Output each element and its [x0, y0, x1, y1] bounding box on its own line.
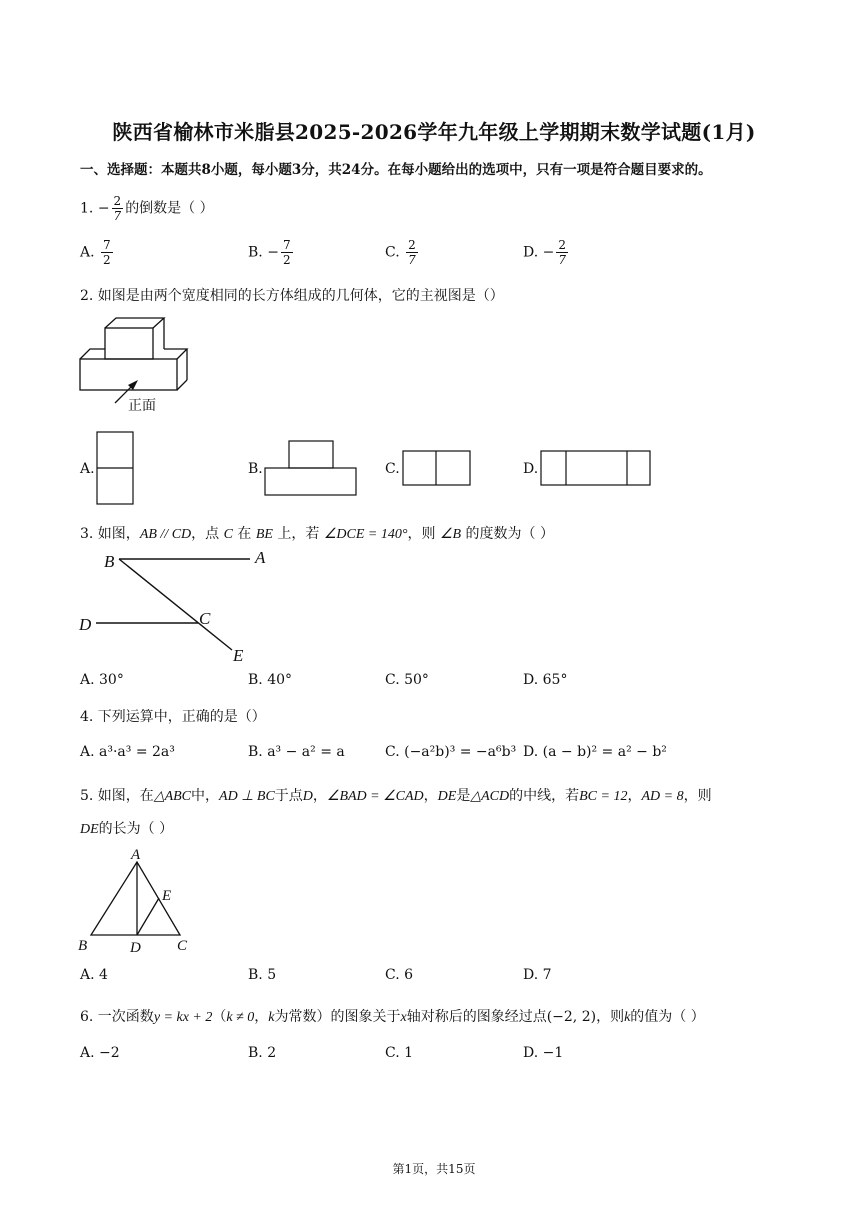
point-c-label: C	[199, 609, 211, 628]
point-d-label: D	[79, 615, 92, 634]
option-sign: −	[267, 244, 279, 261]
q5-math: DE	[80, 822, 99, 837]
q5-option-b[interactable]: B. 5	[248, 967, 277, 983]
q6-option-d[interactable]: D. −1	[523, 1045, 564, 1061]
segment-de	[137, 898, 159, 935]
question-6	[80, 1006, 705, 1026]
q4-option-d[interactable]: D. (a − b)² = a² − b²	[523, 744, 667, 760]
q1-neg-sign: −	[97, 200, 110, 217]
q5-math: BC = 12	[579, 789, 628, 804]
fraction-num: 7	[103, 238, 111, 252]
fraction-num: 7	[282, 238, 291, 252]
q5-option-a[interactable]: A. 4	[80, 967, 108, 983]
option-label: C.	[385, 244, 400, 261]
q5-text: 是	[456, 788, 471, 804]
q4-option-c[interactable]: C. (−a²b)³ = −a⁶b³	[385, 744, 517, 760]
q2-option-b[interactable]: B.	[248, 461, 263, 477]
q6-math: k	[624, 1010, 631, 1025]
point-d-label: D	[130, 940, 141, 956]
q3-text: 3. 如图，	[80, 526, 140, 542]
q5-option-d[interactable]: D. 7	[523, 967, 552, 983]
point-e-label: E	[162, 888, 172, 904]
q3-text: ，点	[191, 526, 224, 542]
q6-math: k	[268, 1010, 275, 1025]
q1-fraction-num: 2	[113, 194, 122, 208]
q5-text: ，	[312, 788, 327, 804]
q1-number: 1.	[80, 200, 94, 217]
q6-math: k ≠ 0	[226, 1010, 255, 1025]
q5-text: ，则	[683, 788, 712, 804]
q1-stem: 的倒数是（ ）	[125, 200, 214, 217]
fraction-num: 2	[558, 238, 567, 252]
q3-text: 在	[232, 526, 256, 542]
q3-option-a[interactable]: A. 30°	[80, 672, 124, 688]
q6-text: 的值为（ ）	[630, 1009, 705, 1025]
q3-text: 上，若	[272, 526, 324, 542]
q5-math: AD ⊥ BC	[219, 789, 275, 804]
option-label: D.	[523, 244, 539, 261]
q5-text: 于点	[274, 788, 303, 804]
q6-option-c[interactable]: C. 1	[385, 1045, 414, 1061]
q3-math: C	[223, 527, 233, 542]
q3-math: BE	[255, 527, 273, 542]
fraction-den: 2	[103, 253, 111, 267]
q5-text: 5. 如图，在	[80, 788, 154, 804]
q3-math: ∠B	[439, 527, 462, 542]
fraction-den: 2	[282, 253, 291, 267]
page-footer: 第1页，共15页	[392, 1162, 476, 1176]
q3-math: ∠DCE = 140°	[323, 527, 408, 542]
q5-math: AD = 8	[641, 789, 684, 804]
q5-math: △ABC	[153, 789, 192, 804]
q5-text: ，	[423, 788, 438, 804]
point-c-label: C	[177, 938, 188, 954]
q5-math: △ACD	[470, 789, 510, 804]
q3-text: 的度数为（ ）	[461, 526, 554, 542]
q2-option-c[interactable]: C.	[385, 461, 400, 477]
q2-option-a[interactable]: A.	[80, 461, 95, 477]
point-a-label: A	[131, 847, 141, 863]
point-a-label: A	[255, 548, 266, 567]
point-b-label: B	[78, 938, 88, 954]
q6-math: y = kx + 2	[153, 1010, 213, 1025]
question-2: 2. 如图是由两个宽度相同的长方体组成的几何体，它的主视图是（）	[80, 288, 504, 304]
option-label: B.	[248, 244, 263, 261]
q6-math: x	[400, 1010, 407, 1025]
q5-option-c[interactable]: C. 6	[385, 967, 414, 983]
point-e-label: E	[233, 646, 244, 665]
question-4: 4. 下列运算中，正确的是（）	[80, 709, 266, 725]
q5-text: 的中线，若	[509, 788, 580, 804]
q6-option-a[interactable]: A. −2	[80, 1045, 120, 1061]
q6-text: 为常数）的图象关于	[274, 1009, 401, 1025]
page-title: 陕西省榆林市米脂县2025-2026学年九年级上学期期末数学试题(1月)	[112, 120, 756, 144]
section-heading: 一、选择题：本题共8小题，每小题3分，共24分。在每小题给出的选项中，只有一项是符合题目要求的。	[80, 162, 712, 178]
q3-option-d[interactable]: D. 65°	[523, 672, 568, 688]
fraction-den: 7	[558, 253, 567, 267]
q5-text: 的长为（ ）	[98, 821, 174, 837]
q5-math: DE	[437, 789, 457, 804]
fraction-den: 7	[408, 253, 416, 267]
q6-text: ，则	[596, 1009, 625, 1025]
q3-text: ，则	[407, 526, 440, 542]
q3-option-c[interactable]: C. 50°	[385, 672, 429, 688]
q5-math: ∠BAD = ∠CAD	[326, 789, 424, 804]
q6-text: 轴对称后的图象经过点	[406, 1009, 547, 1025]
q6-text: 6. 一次函数	[80, 1009, 154, 1025]
q2-front-label: 正面	[128, 398, 156, 414]
q4-option-a[interactable]: A. a³·a³ = 2a³	[80, 744, 175, 760]
q3-math: AB // CD	[139, 527, 192, 542]
q6-text: ，	[254, 1009, 269, 1025]
q5-math: D	[302, 789, 313, 804]
q5-text: 中，	[191, 788, 220, 804]
option-sign: −	[542, 244, 555, 261]
q1-fraction-den: 7	[113, 209, 122, 223]
q6-text: （	[212, 1009, 227, 1025]
option-label: A.	[80, 244, 95, 261]
point-b-label: B	[104, 552, 115, 571]
q4-option-b[interactable]: B. a³ − a² = a	[248, 744, 345, 760]
q6-option-b[interactable]: B. 2	[248, 1045, 277, 1061]
q5-text: ，	[627, 788, 642, 804]
q2-option-d[interactable]: D.	[523, 461, 539, 477]
fraction-num: 2	[408, 238, 416, 252]
q3-option-b[interactable]: B. 40°	[248, 672, 293, 688]
q6-math: (−2, 2)	[546, 1009, 597, 1025]
